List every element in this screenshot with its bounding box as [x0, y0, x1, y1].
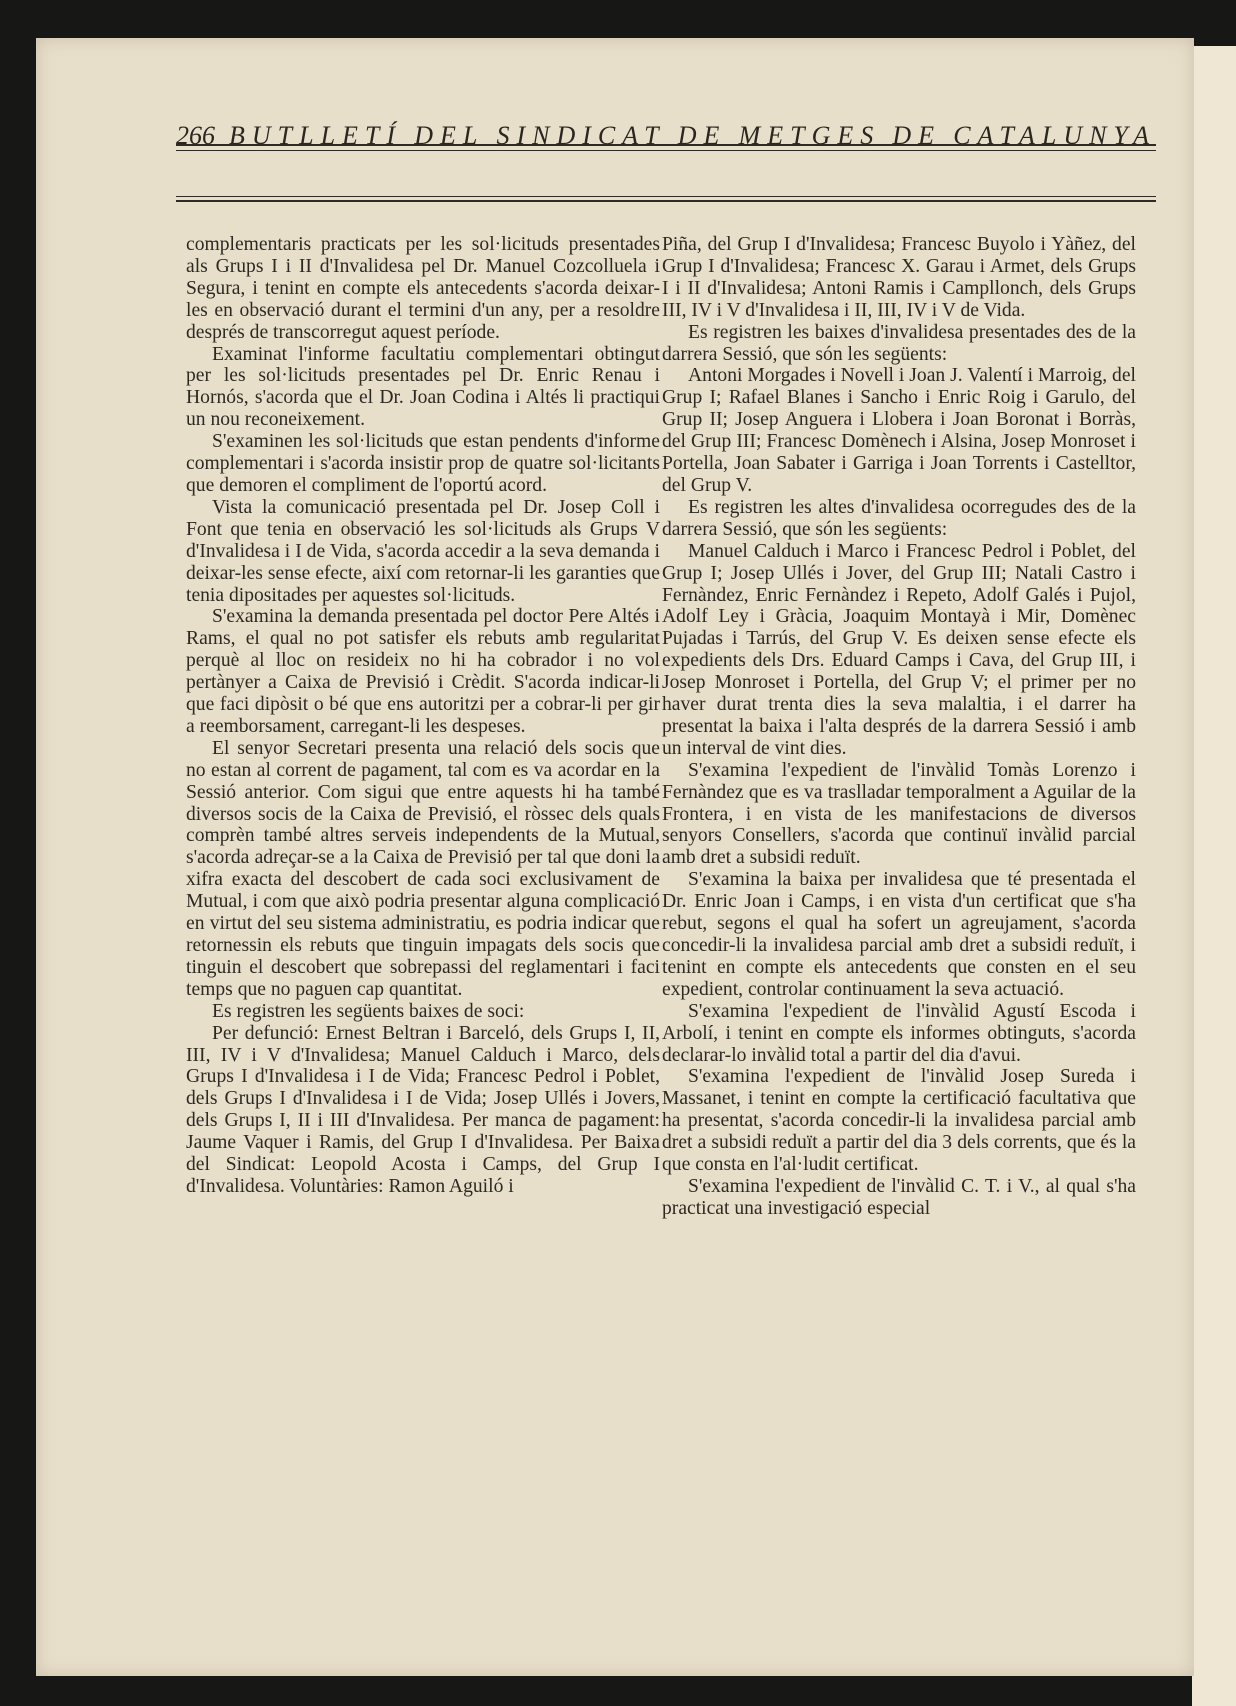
paragraph: Vista la comunicació presentada pel Dr. Josep Coll i Font que tenia en observació les sol·licituds als Grups V d'Invalidesa i I de Vida, s'acorda accedir a la seva demanda i deixar-les sense efecte, així com retornar-li les garanties que tenia dipositades per aquestes sol·licituds. — [186, 496, 660, 606]
header-rule-bottom-thick — [176, 200, 1156, 202]
paragraph: Manuel Calduch i Marco i Francesc Pedrol i Poblet, del Grup I; Josep Ullés i Jover, del Grup III; Natali Castro i Fernàndez, Enric Fernàndez i Repeto, Adolf Galés i Pujol, Adolf Ley i Gràcia, Joaquim Montayà i Mir, Domènec Pujadas i Tarrús, del Grup V. Es deixen sense efecte els expedients dels Drs. Eduard Camps i Cava, del Grup III, i Josep Monroset i Portella, del Grup V; el primer per no haver durat trenta dies la seva malaltia, i el darrer ha presentat la baixa i l'alta després de la darrera Sessió i amb un interval de vint dies. — [662, 540, 1136, 759]
paragraph: S'examina l'expedient de l'invàlid Agustí Escoda i Arbolí, i tenint en compte els informes obtinguts, s'acorda declarar-lo invàlid total a partir del dia d'avui. — [662, 1000, 1136, 1066]
paragraph: Es registren les altes d'invalidesa ocorregudes des de la darrera Sessió, que són les següents: — [662, 496, 1136, 540]
right-column — [662, 234, 1136, 1220]
left-column — [186, 234, 660, 1198]
header-rule-bottom-thin — [176, 196, 1156, 197]
paragraph: Antoni Morgades i Novell i Joan J. Valentí i Marroig, del Grup I; Rafael Blanes i Sancho i Enric Roig i Garulo, del Grup II; Josep Anguera i Llobera i Joan Boronat i Borràs, del Grup III; Francesc Domènech i Alsina, Josep Monroset i Portella, Joan Sabater i Garriga i Joan Torrents i Castelltor, del Grup V. — [662, 365, 1136, 496]
paragraph: Es registren les baixes d'invalidesa presentades des de la darrera Sessió, que són les següents: — [662, 321, 1136, 365]
paragraph: Piña, del Grup I d'Invalidesa; Francesc Buyolo i Yàñez, del Grup I d'Invalidesa; Francesc X. Garau i Armet, dels Grups I i II d'Invalidesa; Antoni Ramis i Campllonch, dels Grups III, IV i V d'Invalidesa i II, III, IV i V de Vida. — [662, 234, 1136, 321]
header-word: DE — [677, 121, 727, 150]
page-number: 266 — [176, 121, 215, 150]
header-word: DE — [892, 121, 942, 150]
header-word: METGES — [738, 121, 881, 150]
header-word: CATALUNYA — [953, 121, 1156, 150]
adjacent-page-edge — [1192, 46, 1236, 1706]
paragraph: Es registren les següents baixes de soci: — [212, 1000, 525, 1022]
paragraph: S'examina l'expedient de l'invàlid Tomàs Lorenzo i Fernàndez que es va traslladar temporalment a Aguilar de la Frontera, i en vista de les manifestacions de diversos senyors Consellers, s'acorda que continuï invàlid parcial amb dret a subsidi reduït. — [662, 759, 1136, 869]
paragraph: complementaris practicats per les sol·licituds presentades als Grups I i II d'Invalidesa pel Dr. Manuel Cozcolluela i Segura, i tenint en compte els antecedents s'acorda deixar-les en observació durant el termini d'un any, per a resoldre després de transcorregut aquest període. — [186, 234, 660, 343]
running-header — [176, 116, 1156, 156]
header-word: DEL — [414, 121, 485, 150]
journal-title — [229, 121, 1156, 151]
paragraph: S'examinen les sol·licituds que estan pendents d'informe complementari i s'acorda insistir prop de quatre sol·licitants que demoren el compliment de l'oportú acord. — [186, 431, 660, 496]
header-word: BUTLLETÍ — [229, 121, 403, 150]
paragraph: S'examina l'expedient de l'invàlid Josep Sureda i Massanet, i tenint en compte la certificació facultativa que ha presentat, s'acorda concedir-li la invalidesa parcial amb dret a subsidi reduït a partir del dia 3 dels corrents, que és la que consta en l'al·ludit certificat. — [662, 1066, 1136, 1176]
paragraph: Per defunció: Ernest Beltran i Barceló, dels Grups I, II, III, IV i V d'Invalidesa; Manuel Calduch i Marco, dels Grups I d'Invalidesa i I de Vida; Francesc Pedrol i Poblet, dels Grups I d'Invalidesa i I de Vida; Josep Ullés i Jovers, dels Grups I, II i III d'Invalidesa. Per manca de pagament: Jaume Vaquer i Ramis, del Grup I d'Invalidesa. Per Baixa del Sindicat: Leopold Acosta i Camps, del Grup I d'Invalidesa. Voluntàries: Ramon Aguiló i — [186, 1022, 660, 1197]
header-word: SINDICAT — [496, 121, 666, 150]
paragraph: Examinat l'informe facultatiu complementari obtingut per les sol·licituds presentades pel Dr. Enric Renau i Hornós, s'acorda que el Dr. Joan Codina i Altés li practiqui un nou reconeixement. — [186, 343, 660, 431]
paragraph: S'examina la demanda presentada pel doctor Pere Altés i Rams, el qual no pot satisfer els rebuts amb regularitat perquè al lloc on resideix no hi ha cobrador i no vol pertànyer a Caixa de Previsió i Crèdit. S'acorda indicar-li que faci dipòsit o bé que ens autoritzi per a cobrar-li per gir a reemborsament, carregant-li les despeses. — [186, 606, 660, 737]
paragraph: S'examina la baixa per invalidesa que té presentada el Dr. Enric Joan i Camps, i en vista d'un certificat que s'ha rebut, segons el qual ha sofert un agreujament, s'acorda concedir-li la invalidesa parcial amb dret a subsidi reduït, i tenint en compte els antecedents que consten en el seu expedient, controlar continuament la seva actuació. — [662, 869, 1136, 1000]
paragraph: El senyor Secretari presenta una relació dels socis que no estan al corrent de pagament, tal com es va acordar en la Sessió anterior. Com sigui que entre aquests hi ha també diversos socis de la Caixa de Previsió, el ròssec dels quals comprèn també altres serveis independents de la Mutual, s'acorda adreçar-se a la Caixa de Previsió per tal que doni la xifra exacta del descobert de cada soci exclusivament de Mutual, i com que això podria presentar alguna complicació en virtut del seu sistema administratiu, es podria indicar que retornessin els rebuts que tinguin impagats dels socis que tinguin el descobert que sobrepassi del reglamentari i faci temps que no paguen cap quantitat. — [186, 737, 660, 1000]
paragraph: S'examina l'expedient de l'invàlid C. T. i V., al qual s'ha practicat una investigació especial — [662, 1175, 1136, 1219]
